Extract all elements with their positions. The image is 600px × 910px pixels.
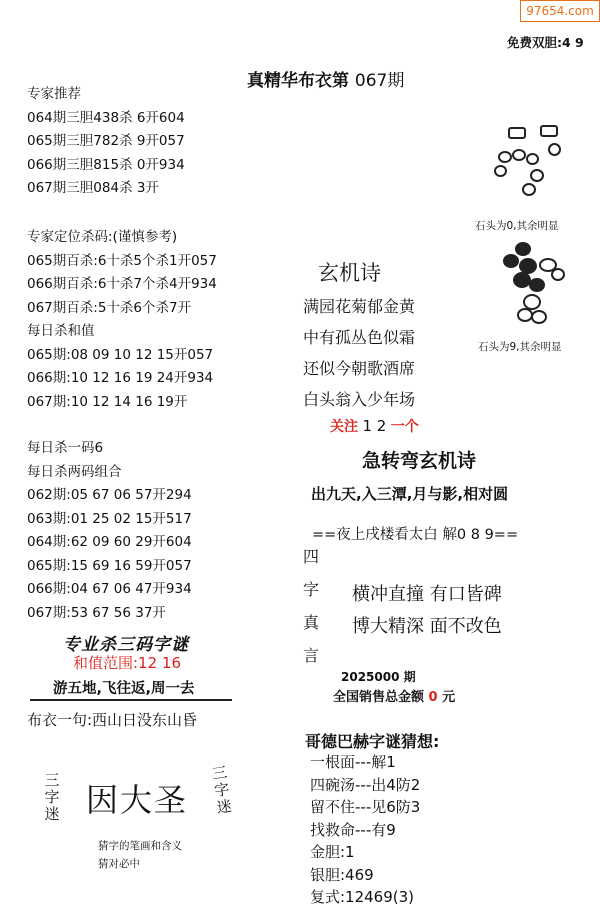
sales-unit: 元	[442, 690, 456, 705]
daily-two-line: 067期:53 67 56 37开	[27, 604, 166, 621]
goldbach-line: 一根面---解1	[310, 753, 396, 771]
poem-title: 玄机诗	[318, 261, 381, 285]
expert-heading: 专家推荐	[27, 86, 81, 102]
three-char-right	[211, 764, 234, 817]
sales-amount: 0	[428, 690, 438, 705]
divider	[30, 699, 232, 701]
free-double-text: 免费双胆:4 9	[507, 35, 584, 50]
watermark-badge: 97654.com	[520, 0, 600, 22]
sum-range: 和值范围:12 16	[73, 654, 181, 672]
expert-section	[27, 83, 185, 201]
urgent-line: 出九天,入三潭,月与影,相对圆	[311, 485, 509, 503]
daily-kill-section	[27, 437, 192, 625]
poem-line: 满园花菊郁金黄	[303, 297, 416, 316]
page-title	[247, 66, 404, 91]
goldbach-heading: 哥德巴赫字谜猜想:	[305, 732, 440, 751]
stone-note-0: 石头为0,其余明显	[475, 220, 559, 232]
daily-two-line: 063期:01 25 02 15开517	[27, 510, 192, 527]
travel-line: 游五地,飞往返,周一去	[53, 681, 195, 697]
goldbach-list	[310, 751, 420, 909]
big-riddle: 因大圣	[86, 781, 189, 819]
position-kill-section	[27, 226, 217, 414]
lottery-sales	[333, 686, 455, 705]
vertical-char: 迷	[44, 805, 60, 823]
four-char-line: 横冲直撞 有口皆碑	[352, 584, 502, 605]
goldbach-line: 银胆:469	[310, 865, 374, 884]
daily-one-code: 每日杀一码6	[27, 440, 104, 456]
position-kill-heading: 专家定位杀码:(谨慎参考)	[27, 229, 178, 245]
poem-line: 白头翁入少年场	[303, 390, 416, 409]
daily-two-line: 062期:05 67 06 57开294	[27, 487, 192, 503]
night-line: ==夜上戌楼看太白 解0 8 9==	[312, 527, 519, 543]
vertical-char: 真	[303, 613, 320, 632]
focus-suffix: 一个	[390, 419, 419, 435]
vertical-char: 字	[213, 780, 231, 800]
poem-line: 中有孤丛色似霜	[303, 328, 416, 347]
goldbach-line: 找救命---有9	[310, 820, 396, 839]
lottery-issue: 2025000 期	[341, 670, 416, 684]
expert-line: 066期三胆815杀 0开934	[27, 156, 185, 173]
vertical-char: 三	[44, 771, 60, 789]
daily-two-line: 066期:04 67 06 47开934	[27, 581, 192, 597]
position-kill-line: 067期百杀:5十杀6个杀7开	[27, 299, 192, 316]
vertical-char: 四	[303, 547, 320, 566]
position-kill-line: 066期百杀:6十杀7个杀4开934	[27, 276, 217, 292]
vertical-char: 言	[303, 646, 320, 665]
goldbach-line: 金胆:1	[310, 843, 355, 861]
poem-line: 还似今朝歌酒席	[303, 359, 416, 378]
vertical-char: 字	[303, 580, 320, 599]
stone-illustration-9	[495, 238, 570, 328]
daily-sum-heading: 每日杀和值	[27, 323, 95, 339]
four-char-vertical	[303, 540, 319, 672]
poem-body	[303, 291, 415, 415]
daily-sum-line: 065期:08 09 10 12 15开057	[27, 346, 214, 363]
four-char-line: 博大精深 面不改色	[352, 616, 502, 637]
vertical-char: 迷	[215, 796, 233, 817]
focus-numbers: 1 2	[362, 417, 387, 435]
title-text: 真精华布衣第	[247, 71, 349, 91]
expert-line: 067期三胆084杀 3开	[27, 180, 159, 196]
goldbach-line: 留不住---见6防3	[310, 798, 421, 816]
daily-two-heading: 每日杀两码组合	[27, 463, 122, 480]
urgent-title: 急转弯玄机诗	[362, 450, 477, 472]
goldbach-line: 复式:12469(3)	[310, 888, 415, 906]
daily-two-line: 065期:15 69 16 59开057	[27, 557, 192, 574]
three-char-left	[44, 772, 60, 823]
focus-label: 关注	[330, 419, 358, 435]
daily-sum-line: 067期:10 12 14 16 19开	[27, 393, 188, 410]
focus-line	[330, 416, 419, 436]
riddle-title: 专业杀三码字谜	[63, 635, 189, 655]
goldbach-line: 四碗汤---出4防2	[310, 775, 421, 794]
stone-note-9: 石头为9,其余明显	[478, 341, 562, 353]
expert-line: 064期三胆438杀 6开604	[27, 109, 185, 126]
vertical-char: 三	[210, 763, 229, 784]
position-kill-line: 065期百杀:6十杀5个杀1开057	[27, 252, 217, 269]
daily-sum-line: 066期:10 12 16 19 24开934	[27, 370, 214, 386]
hint-text: 猜对必中	[98, 858, 140, 870]
sales-label: 全国销售总金额	[333, 690, 425, 705]
buyi-line: 布衣一句:西山日没东山昏	[27, 711, 198, 729]
vertical-char: 字	[44, 788, 60, 806]
expert-line: 065期三胆782杀 9开057	[27, 133, 185, 149]
issue-number: 067期	[354, 71, 405, 91]
daily-two-line: 064期:62 09 60 29开604	[27, 534, 192, 550]
hint-text: 猜字的笔画和含义	[98, 840, 182, 852]
stone-illustration-0	[490, 123, 570, 201]
